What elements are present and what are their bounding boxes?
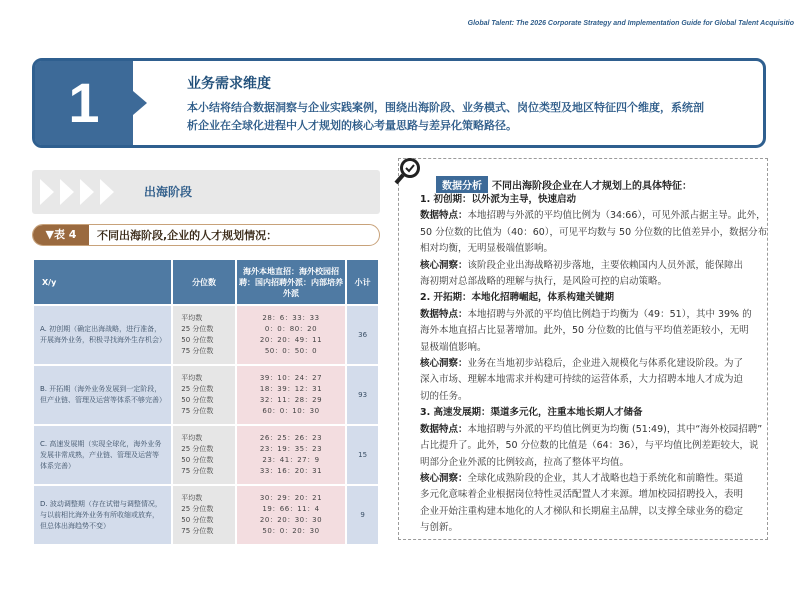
body-text: 显极端值影响。 [420,341,487,353]
ratio-value: 28：6：33：33 [262,314,320,322]
count-cell: 36 [347,306,378,364]
paragraph-line [420,520,760,536]
count-cell: 9 [347,486,378,544]
quantile-label: 平均数 [181,374,203,382]
col-header: X/y [34,260,171,304]
body-text: 海初期对总部战略的理解与执行，是风险可控的启动策略。 [420,276,668,288]
magnifier-check-icon [394,156,424,186]
ratio-value: 30：29：20：21 [259,494,323,502]
ratio-value: 23：41：27：9 [262,456,320,464]
quantile-label: 75 分位数 [181,467,214,475]
ratio-cell [237,366,346,424]
paragraph-line [420,340,760,356]
quantile-label: 50 分位数 [181,516,214,524]
quantile-label: 50 分位数 [181,456,214,464]
talent-plan-table [32,258,380,546]
ratio-value: 0：0：80：20 [264,325,318,333]
stage-heading: 2. 开拓期：本地化招聘崛起，体系构建关键期 [420,292,615,304]
chapter-arrow-icon [133,91,147,115]
paragraph-line [420,258,760,274]
body-text: 全球化成熟阶段的企业，其人才战略也趋于系统化和前瞻性。渠道 [467,472,744,484]
label-text: 核心洞察： [420,358,468,370]
paragraph-line [420,422,763,438]
table-tag: ▼表 4 [33,225,89,245]
ratio-cell [237,486,346,544]
ratio-value: 19：66：11：4 [262,505,320,513]
body-text: 多元化意味着企业根据岗位特性灵活配置人才来源。增加校园招聘投入，表明 [420,489,744,501]
paragraph-line [420,438,760,454]
stage-cell: C. 高速发展期（实现全球化，海外业务发展非常成熟，产业链、管理及运营等体系完善） [34,426,171,484]
chapter-description-line: 析企业在全球化进程中人才规划的核心考量思路与差异化策略路径。 [187,119,517,132]
body-text: 企业开始注重构建本地化的人才梯队和长期雇主品牌，以支撑全球业务的稳定 [420,505,744,517]
ratio-value: 26：25：26：23 [259,434,323,442]
body-text: 切的任务。 [420,390,468,402]
table-row [34,306,378,364]
body-text: 深入市场、理解本地需求并构建可持续的运营体系，大力招聘本地人才成为迫 [420,374,744,386]
ratio-value: 20：20：49：11 [259,336,323,344]
col-header: 海外本地直招：海外校园招聘：国内招聘外派：内部培养外派 [237,260,346,304]
quantile-label: 75 分位数 [181,347,214,355]
col-header: 小计 [347,260,378,304]
chapter-banner [32,58,766,148]
quantile-label: 25 分位数 [181,385,214,393]
body-text: 本地招聘与外派的平均值比例为（34:66），可见外派占据主导。此外， [467,210,766,222]
quantile-label: 25 分位数 [181,445,214,453]
stage-heading: 1. 初创期：以外派为主导，快速启动 [420,194,577,205]
table-row [34,486,378,544]
chevron-right-icon [80,179,94,205]
body-text: 该阶段企业出海战略初步落地，主要依赖国内人员外派，能保障出 [467,259,744,271]
count-cell: 93 [347,366,378,424]
ratio-value: 23：19：35：23 [259,445,323,453]
chevron-right-icon [60,179,74,205]
quantile-label: 50 分位数 [181,336,214,344]
body-text: 50 分位数的比值为（40：60），可见平均数与 50 分位数的比值差异小，数据分布 [420,226,768,238]
panel-heading-text: 不同出海阶段企业在人才规划上的具体特征： [492,181,692,192]
body-text: 本地招聘与外派的平均值比例更为均衡 (51:49)，其中“海外校园招聘” [467,423,763,435]
quantile-cell [173,426,234,484]
ratio-value: 50：0：50：0 [264,347,318,355]
ratio-cell [237,306,346,364]
quantile-label: 25 分位数 [181,325,214,333]
panel-tag: 数据分析 [436,176,488,193]
ratio-value: 50：0：20：30 [262,527,320,535]
chapter-description [187,99,767,135]
quantile-label: 50 分位数 [181,396,214,404]
chapter-description-line: 本小结将结合数据洞察与企业实践案例，围绕出海阶段、业务模式、岗位类型及地区特征四个维度，系统剖 [187,101,704,114]
label-text: 核心洞察： [420,472,468,484]
table-caption [32,224,380,246]
ratio-value: 33：16：20：31 [259,467,323,475]
panel-content [420,192,768,537]
paragraph-line [420,323,760,339]
chevron-right-icon [40,179,54,205]
paragraph-line [420,307,760,323]
body-text: 相对均衡，无明显极端值影响。 [420,243,554,255]
quantile-label: 平均数 [181,494,203,502]
body-text: 海外本地直招占比显著增加。此外，50 分位数的比值与平均值差距较小，无明 [420,325,749,337]
stage-cell: D. 波动调整期（存在试错与调整情况，与以前相比海外业务有所收缩或放弃，但总体出海趋势不变） [34,486,171,544]
col-header: 分位数 [173,260,234,304]
paragraph-line [420,274,760,290]
chapter-number: 1 [35,61,133,145]
paragraph-line [420,455,760,471]
ratio-value: 39：10：24：27 [259,374,323,382]
quantile-label: 75 分位数 [181,407,214,415]
ratio-cell [237,426,346,484]
body-text: 占比提升了。此外，50 分位数的比值是（64：36），与平均值比例差距较大，说 [420,440,759,452]
paragraph-line [420,241,760,257]
running-header: Global Talent: The 2026 Corporate Strategy and Implementation Guide for Global Talent Acquisitio [467,20,794,27]
paragraph-line [420,225,768,241]
body-text: 明部分企业外派的比例较高，拉高了整体平均值。 [420,456,630,468]
table-header-row [34,260,378,304]
quantile-label: 平均数 [181,434,203,442]
count-cell: 15 [347,426,378,484]
label-text: 数据特点： [420,423,468,435]
chapter-title: 业务需求维度 [187,76,271,92]
quantile-cell [173,366,234,424]
paragraph-line [420,389,760,405]
body-text: 业务在当地初步站稳后，企业进入规模化与体系化建设阶段。为了 [467,358,744,370]
ratio-value: 18：39：12：31 [259,385,323,393]
quantile-cell [173,486,234,544]
paragraph-line [420,208,766,224]
paragraph-line [420,356,760,372]
table-row [34,366,378,424]
panel-heading [436,174,692,193]
quantile-label: 平均数 [181,314,203,322]
quantile-cell [173,306,234,364]
ratio-value: 32：11：28：29 [259,396,323,404]
section-header [32,170,380,214]
body-text: 与创新。 [420,522,459,534]
label-text: 数据特点： [420,308,468,320]
ratio-value: 60：0：10：30 [262,407,320,415]
body-text: 本地招聘与外派的平均值比例趋于均衡为（49：51），其中 39% 的 [467,308,752,320]
section-title: 出海阶段 [144,185,193,199]
paragraph-line [420,372,760,388]
paragraph-line [420,504,760,520]
stage-heading: 3. 高速发展期：渠道多元化，注重本地长期人才储备 [420,407,643,419]
label-text: 数据特点： [420,210,468,222]
quantile-label: 25 分位数 [181,505,214,513]
paragraph-line [420,471,760,487]
paragraph-line [420,487,760,503]
label-text: 核心洞察： [420,259,468,271]
table-row [34,426,378,484]
ratio-value: 20：20：30：30 [259,516,323,524]
stage-cell: B. 开拓期（海外业务发展到一定阶段，但产业链、管理及运营等体系不够完善） [34,366,171,424]
chevron-right-icon [100,179,114,205]
quantile-label: 75 分位数 [181,527,214,535]
table-caption-text: 不同出海阶段,企业的人才规划情况： [97,229,278,242]
stage-cell: A. 初创期（确定出海战略，进行准备，开展海外业务，积极寻找海外生存机会） [34,306,171,364]
